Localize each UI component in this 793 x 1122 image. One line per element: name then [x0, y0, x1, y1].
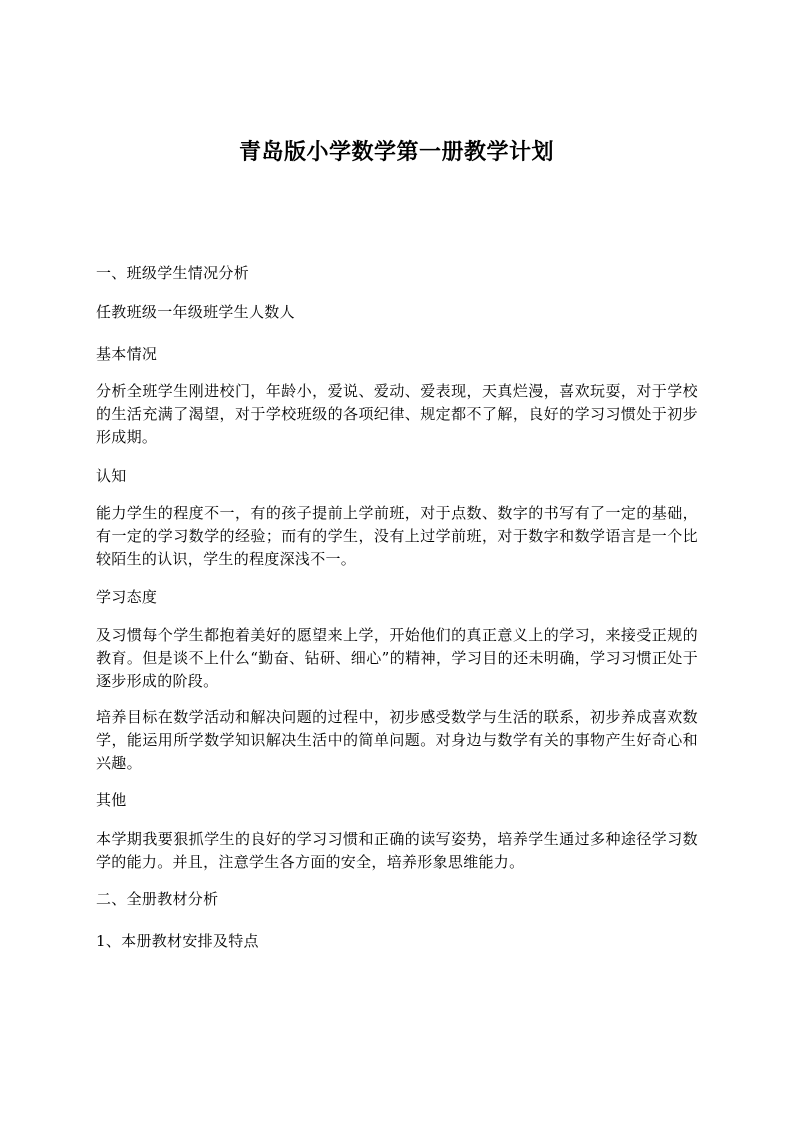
document-title: 青岛版小学数学第一册教学计划	[238, 140, 554, 165]
subheading-other: 其他	[96, 791, 127, 809]
section-heading-class-analysis: 一、班级学生情况分析	[96, 264, 250, 282]
paragraph-learning-attitude: 及习惯每个学生都抱着美好的愿望来上学，开始他们的真正意义上的学习，来接受正规的教育。但是谈不上什么“勤奋、钻研、细心”的精神，学习目的还未明确，学习习惯正处于逐步形成的阶段。	[96, 626, 698, 690]
section-heading-textbook-analysis: 二、全册教材分析	[96, 890, 219, 908]
paragraph-class-info: 任教班级一年级班学生人数人	[96, 303, 295, 321]
paragraph-training-goal: 培养目标在数学活动和解决问题的过程中，初步感受数学与生活的联系，初步养成喜欢数学，能运用所学数学知识解决生活中的简单问题。对身边与数学有关的事物产生好奇心和兴趣。	[96, 708, 698, 772]
subheading-basic-situation: 基本情况	[96, 345, 158, 363]
subheading-cognition: 认知	[96, 467, 127, 485]
paragraph-basic-situation: 分析全班学生刚进校门，年龄小，爱说、爱动、爱表现，天真烂漫，喜欢玩耍，对于学校的生活充满了渴望，对于学校班级的各项纪律、规定都不了解，良好的学习习惯处于初步形成期。	[96, 382, 698, 446]
paragraph-cognition: 能力学生的程度不一，有的孩子提前上学前班，对于点数、数字的书写有了一定的基础，有一定的学习数学的经验；而有的学生，没有上过学前班，对于数字和数学语言是一个比较陌生的认识，学生的程度深浅不一。	[96, 504, 698, 568]
subheading-textbook-arrangement: 1、本册教材安排及特点	[96, 932, 259, 950]
subheading-learning-attitude: 学习态度	[96, 588, 158, 606]
paragraph-other: 本学期我要狠抓学生的良好的学习习惯和正确的读写姿势，培养学生通过多种途径学习数学的能力。并且，注意学生各方面的安全，培养形象思维能力。	[96, 830, 698, 871]
